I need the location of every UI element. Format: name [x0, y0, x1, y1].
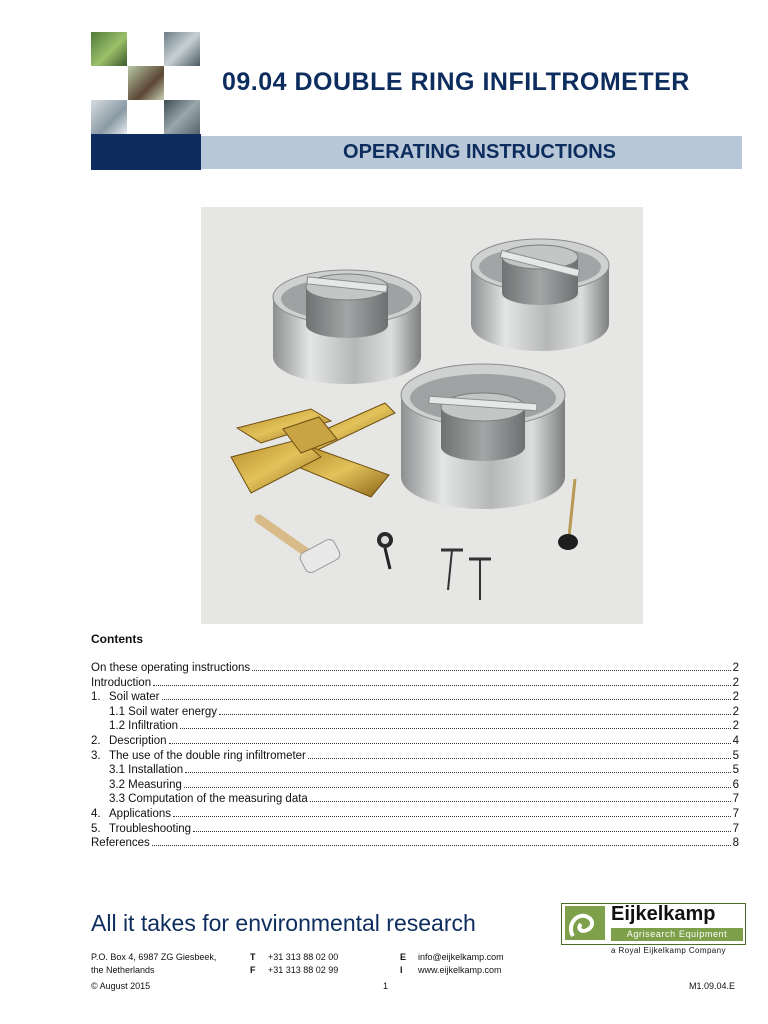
header-photo-tile — [128, 66, 164, 100]
toc-entry-page: 2 — [732, 662, 739, 674]
logo-mark-icon — [565, 906, 605, 940]
toc-leader-dots — [162, 699, 731, 700]
toc-entry-number: 4. — [91, 807, 101, 820]
toc-entry-page: 7 — [732, 822, 739, 835]
toc-entry[interactable] — [91, 705, 739, 720]
toc-leader-dots — [173, 816, 731, 817]
toc-entry-page: 5 — [732, 749, 739, 762]
rubber-mallet — [259, 519, 342, 575]
toc-leader-dots — [252, 670, 730, 671]
toc-entry-title: 3.2 Measuring — [109, 778, 182, 791]
toc-entry-number: 5. — [91, 822, 101, 835]
toc-entry-page: 2 — [732, 691, 739, 704]
header-photo-tile — [164, 32, 200, 66]
phone-value: +31 313 88 02 00 — [268, 952, 339, 962]
header-photo-tile — [91, 100, 127, 134]
website-link[interactable]: www.eijkelkamp.com — [418, 965, 502, 975]
toc-entry-title: 1.1 Soil water energy — [109, 705, 218, 718]
double-ring-set — [273, 270, 421, 384]
toc-leader-dots — [184, 787, 731, 788]
logo-bar-text: Agrisearch Equipment — [626, 929, 728, 939]
toc-entry-page: 5 — [732, 764, 739, 777]
header-photo-tile — [164, 100, 200, 134]
toc-entry-title: Troubleshooting — [109, 822, 192, 835]
email-label: E — [400, 952, 407, 962]
header-navy-block — [91, 134, 201, 170]
toc-entry-title: Applications — [109, 807, 172, 820]
toc-leader-dots — [169, 743, 731, 744]
toc-entry[interactable] — [91, 836, 739, 851]
toc-leader-dots — [152, 845, 731, 846]
toc-entry[interactable] — [91, 734, 739, 749]
toc-entry-title: Description — [109, 734, 167, 747]
toc-leader-dots — [180, 728, 731, 729]
toc-entry-title: 1.2 Infiltration — [109, 720, 179, 733]
table-of-contents — [91, 661, 739, 851]
driving-plate — [231, 403, 395, 497]
toc-entry[interactable] — [91, 661, 739, 676]
toc-entry[interactable] — [91, 807, 739, 822]
phone-label: T — [250, 952, 256, 962]
footer-tagline: All it takes for environmental research — [91, 910, 476, 936]
product-photo-illustration — [201, 207, 643, 624]
toc-entry-number: 1. — [91, 691, 101, 704]
product-photo — [201, 207, 643, 624]
logo-royal-text: a Royal Eijkelkamp Company — [611, 946, 726, 955]
toc-entry[interactable] — [91, 822, 739, 837]
toc-entry-page: 7 — [732, 793, 739, 806]
fax-value: +31 313 88 02 99 — [268, 965, 339, 975]
toc-entry-page: 4 — [732, 734, 739, 747]
toc-entry-page: 2 — [732, 676, 739, 689]
toc-entry-title: The use of the double ring infiltrometer — [109, 749, 306, 762]
header-photo-tile — [91, 32, 127, 66]
contents-heading: Contents — [91, 632, 143, 646]
page-number: 1 — [383, 981, 389, 991]
toc-entry-page: 6 — [732, 778, 739, 791]
toc-entry-page: 7 — [732, 807, 739, 820]
toc-entry[interactable] — [91, 792, 739, 807]
toc-entry[interactable] — [91, 778, 739, 793]
address-line-2: the Netherlands — [91, 965, 155, 975]
company-logo-mark-icon — [565, 906, 605, 940]
hook-tools — [441, 550, 491, 600]
toc-entry-page: 8 — [732, 837, 739, 850]
gauge-rod — [558, 479, 578, 550]
toc-entry-title: References — [91, 837, 150, 850]
toc-entry[interactable] — [91, 676, 739, 691]
toc-entry-page: 2 — [732, 705, 739, 718]
toc-entry-title: Soil water — [109, 691, 160, 704]
toc-entry[interactable] — [91, 749, 739, 764]
toc-leader-dots — [193, 831, 731, 832]
float-gauge — [377, 532, 393, 569]
toc-entry-title: Introduction — [91, 676, 152, 689]
toc-leader-dots — [310, 801, 731, 802]
logo-name: Eijkelkamp — [611, 903, 716, 925]
toc-entry-title: On these operating instructions — [91, 662, 251, 674]
document-title: 09.04 DOUBLE RING INFILTROMETER — [222, 68, 690, 96]
toc-entry-number: 3. — [91, 749, 101, 762]
toc-entry[interactable] — [91, 690, 739, 705]
website-label: I — [400, 965, 403, 975]
double-ring-set — [401, 364, 565, 509]
toc-leader-dots — [185, 772, 730, 773]
address-line-1: P.O. Box 4, 6987 ZG Giesbeek, — [91, 952, 217, 962]
toc-entry-page: 2 — [732, 720, 739, 733]
toc-leader-dots — [308, 758, 731, 759]
toc-entry-title: 3.1 Installation — [109, 764, 184, 777]
double-ring-set — [471, 239, 609, 351]
toc-entry[interactable] — [91, 719, 739, 734]
fax-label: F — [250, 965, 256, 975]
toc-entry-title: 3.3 Computation of the measuring data — [109, 793, 308, 806]
toc-entry[interactable] — [91, 763, 739, 778]
email-link[interactable]: info@eijkelkamp.com — [418, 952, 504, 962]
document-code: M1.09.04.E — [689, 981, 736, 991]
toc-leader-dots — [219, 714, 731, 715]
toc-leader-dots — [153, 685, 730, 686]
publication-date: © August 2015 — [91, 981, 151, 991]
document-subtitle: OPERATING INSTRUCTIONS — [343, 141, 616, 163]
toc-entry-number: 2. — [91, 734, 101, 747]
